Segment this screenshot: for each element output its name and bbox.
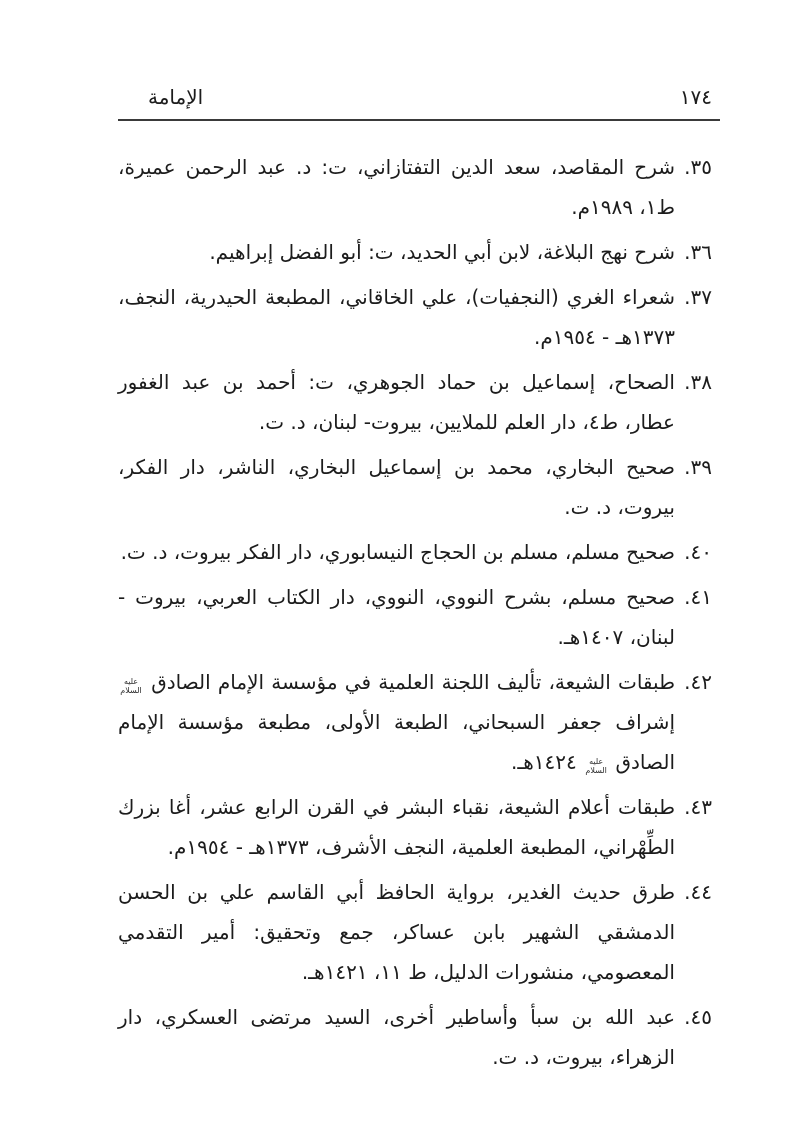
- entry-text: صحيح البخاري، محمد بن إسماعيل البخاري، الناشر، دار الفكر، بيروت، د. ت.: [118, 455, 675, 519]
- bibliography-entry: [118, 787, 712, 867]
- bibliography-entry: [118, 662, 712, 782]
- bibliography-entry: [118, 532, 712, 572]
- alayhi-salam-mark: عليه السلام: [120, 677, 142, 695]
- entry-text: صحيح مسلم، بشرح النووي، النووي، دار الكتاب العربي، بيروت - لبنان، ١٤٠٧هـ.: [118, 585, 675, 649]
- entry-text: طبقات الشيعة، تأليف اللجنة العلمية في مؤسسة الإمام الصادق عليه السلام إشراف جعفر السبحاني، الطبعة الأولى، مطبعة مؤسسة الإمام الصادق عليه السلام ١٤٢٤هـ.: [118, 670, 675, 775]
- page-title: الإمامة: [148, 85, 204, 109]
- page-number: ١٧٤: [679, 85, 712, 109]
- bibliography-entry: [118, 577, 712, 657]
- entry-number: ٣٩.: [684, 455, 712, 479]
- page-header-row: [118, 0, 720, 119]
- entry-number: ٤٤.: [684, 880, 712, 904]
- entry-text: عبد الله بن سبأ وأساطير أخرى، السيد مرتضى العسكري، دار الزهراء، بيروت، د. ت.: [118, 1005, 675, 1069]
- entry-number: ٤٢.: [684, 670, 712, 694]
- bibliography-entry: [118, 362, 712, 442]
- entry-text: شرح نهج البلاغة، لابن أبي الحديد، ت: أبو الفضل إبراهيم.: [209, 240, 675, 264]
- entry-text: شرح المقاصد، سعد الدين التفتازاني، ت: د. عبد الرحمن عميرة، ط١، ١٩٨٩م.: [118, 155, 675, 219]
- bibliography-entry: [118, 872, 712, 992]
- bibliography-entry: [118, 997, 712, 1077]
- entry-text: طرق حديث الغدير، برواية الحافظ أبي القاسم علي بن الحسن الدمشقي الشهير بابن عساكر، جمع وتحقيق: أمير التقدمي المعصومي، منشورات الدليل، ط ١١، ١٤٢١هـ.: [118, 880, 675, 984]
- entry-text: صحيح مسلم، مسلم بن الحجاج النيسابوري، دار الفكر بيروت، د. ت.: [120, 540, 675, 564]
- entry-number: ٣٨.: [684, 370, 712, 394]
- alayhi-salam-mark: عليه السلام: [585, 757, 607, 775]
- entry-text: طبقات أعلام الشيعة، نقباء البشر في القرن الرابع عشر، أغا بزرك الطِّهْراني، المطبعة العلمية، النجف الأشرف، ١٣٧٣هـ - ١٩٥٤م.: [118, 795, 675, 859]
- bibliography-entry: [118, 447, 712, 527]
- entry-number: ٣٦.: [684, 240, 712, 264]
- bibliography-list: [118, 147, 712, 1082]
- entry-number: ٤١.: [684, 585, 712, 609]
- bibliography-entry: [118, 277, 712, 357]
- bibliography-entry: [118, 147, 712, 227]
- entry-number: ٤٠.: [684, 540, 712, 564]
- page-header: [118, 0, 720, 121]
- entry-text: الصحاح، إسماعيل بن حماد الجوهري، ت: أحمد بن عبد الغفور عطار، ط٤، دار العلم للملايين، بيروت- لبنان، د. ت.: [118, 370, 675, 434]
- entry-number: ٤٥.: [684, 1005, 712, 1029]
- entry-text: شعراء الغري (النجفيات)، علي الخاقاني، المطبعة الحيدرية، النجف، ١٣٧٣هـ - ١٩٥٤م.: [118, 285, 675, 349]
- header-rule: [118, 119, 720, 121]
- entry-number: ٤٣.: [684, 795, 712, 819]
- entry-number: ٣٧.: [684, 285, 712, 309]
- bibliography-entry: [118, 232, 712, 272]
- entry-number: ٣٥.: [684, 155, 712, 179]
